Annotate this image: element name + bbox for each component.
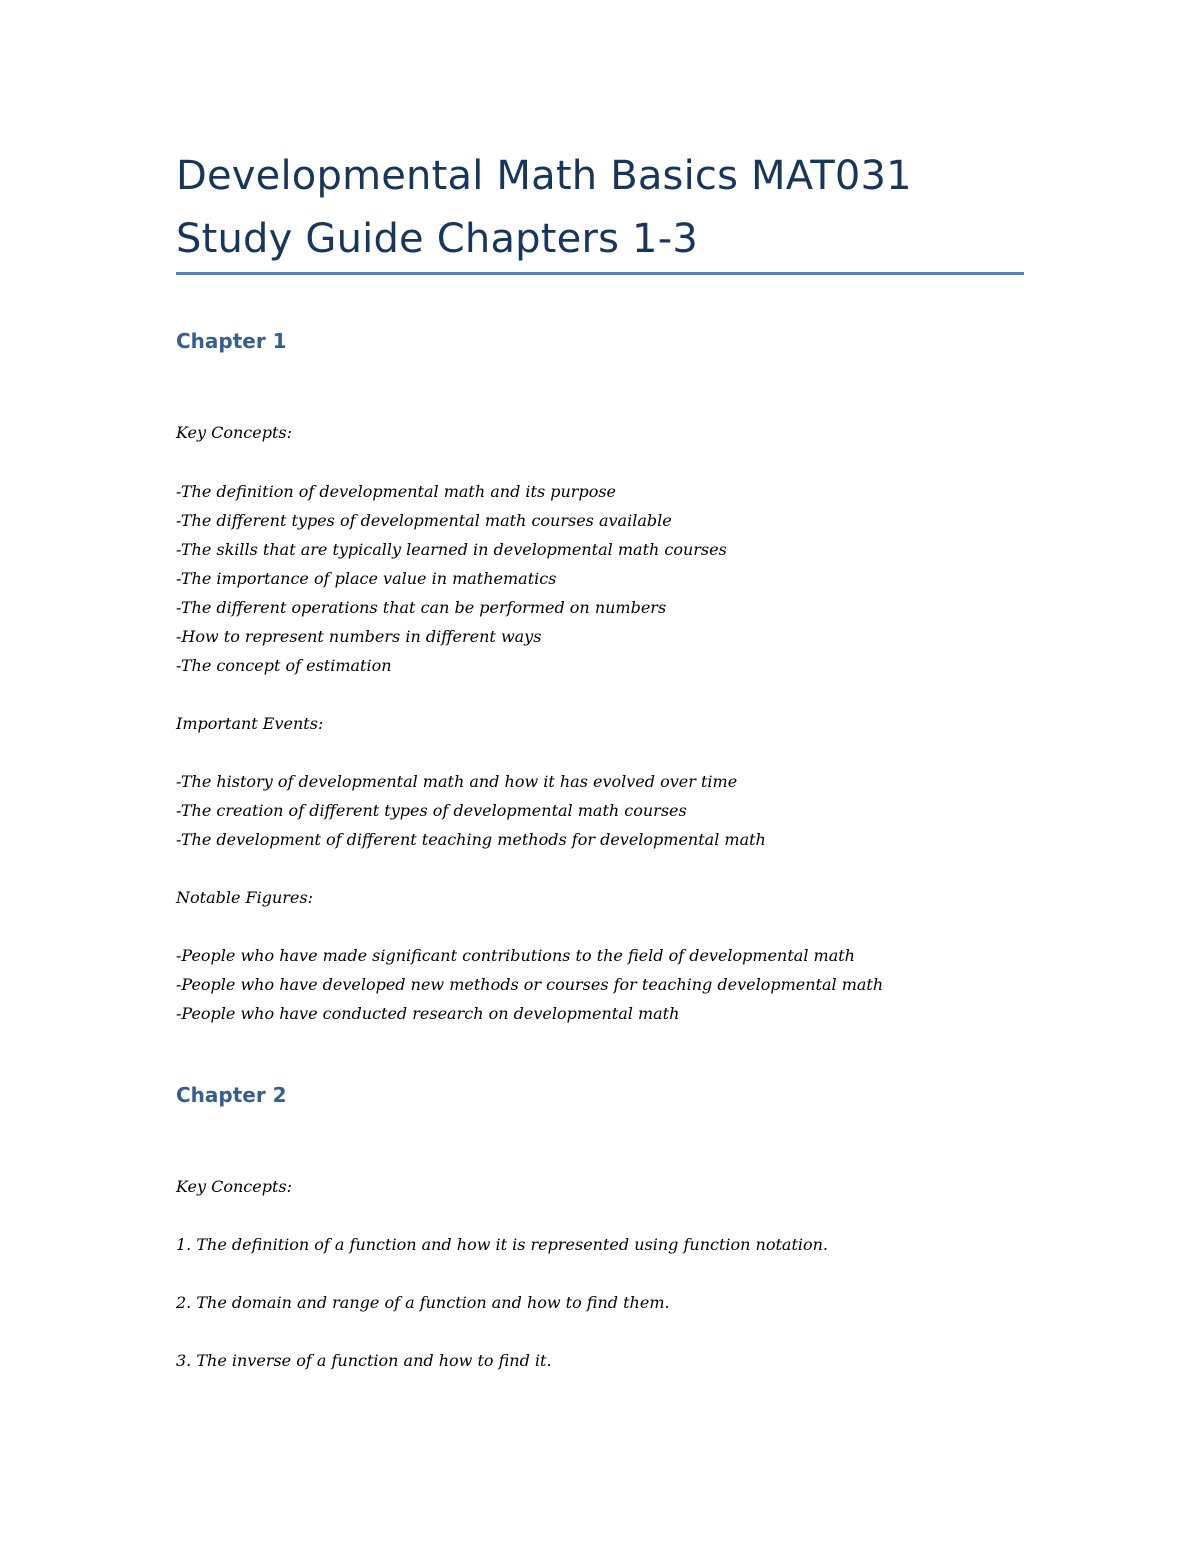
chapter-1-key-concept-item: -The importance of place value in mathematics	[176, 569, 557, 588]
chapter-1-key-concept-item: -The concept of estimation	[176, 656, 392, 675]
chapter-1-key-concepts-label: Key Concepts:	[176, 423, 292, 442]
chapter-1-event-item: -The creation of different types of developmental math courses	[176, 801, 687, 820]
chapter-1-key-concept-item: -The different types of developmental math courses available	[176, 511, 672, 530]
document-title-line-1: Developmental Math Basics MAT031	[176, 153, 912, 199]
chapter-1-key-concept-item: -How to represent numbers in different ways	[176, 627, 542, 646]
chapter-1-key-concept-item: -The different operations that can be performed on numbers	[176, 598, 667, 617]
chapter-1-heading: Chapter 1	[176, 329, 287, 353]
chapter-2-key-concept-item: 3. The inverse of a function and how to find it.	[176, 1351, 552, 1370]
chapter-1-figures-label: Notable Figures:	[176, 888, 313, 907]
chapter-2-heading: Chapter 2	[176, 1083, 287, 1107]
chapter-1-key-concept-item: -The skills that are typically learned in developmental math courses	[176, 540, 727, 559]
chapter-1-figure-item: -People who have made significant contributions to the field of developmental math	[176, 946, 855, 965]
chapter-1-figure-item: -People who have conducted research on developmental math	[176, 1004, 680, 1023]
chapter-2-key-concept-item: 2. The domain and range of a function and how to find them.	[176, 1293, 670, 1312]
document-title-line-2: Study Guide Chapters 1-3	[176, 216, 698, 262]
chapter-2-key-concept-item: 1. The definition of a function and how it is represented using function notation.	[176, 1235, 829, 1254]
chapter-1-event-item: -The development of different teaching methods for developmental math	[176, 830, 766, 849]
chapter-2-key-concepts-label: Key Concepts:	[176, 1177, 292, 1196]
chapter-1-event-item: -The history of developmental math and how it has evolved over time	[176, 772, 738, 791]
chapter-1-figure-item: -People who have developed new methods or courses for teaching developmental math	[176, 975, 884, 994]
chapter-1-events-label: Important Events:	[176, 714, 324, 733]
title-underline-rule	[176, 272, 1024, 275]
chapter-1-key-concept-item: -The definition of developmental math and its purpose	[176, 482, 617, 501]
